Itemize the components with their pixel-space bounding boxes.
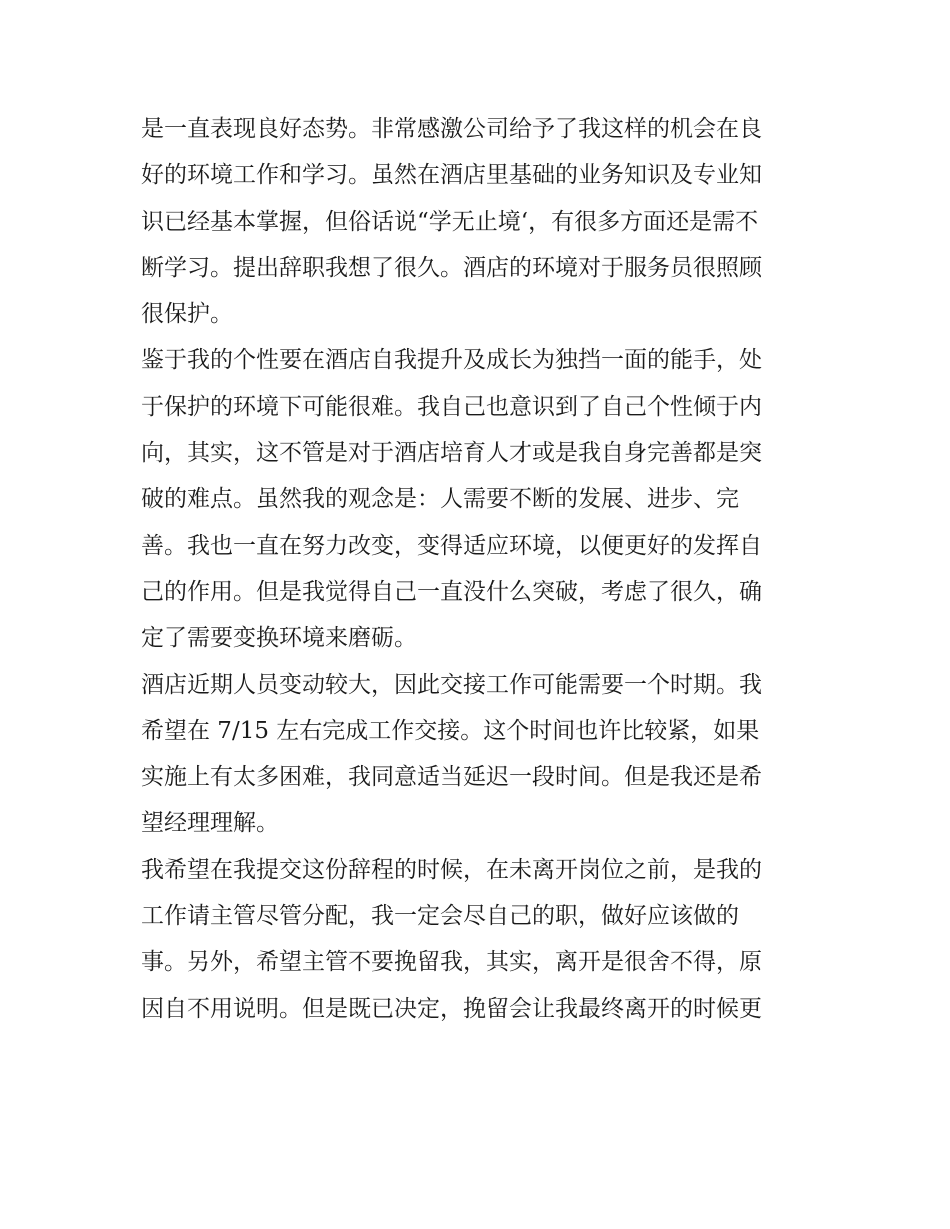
text-line: 酒店近期人员变动较大，因此交接工作可能需要一个时期。我 <box>141 671 762 698</box>
text-line: 好的环境工作和学习。虽然在酒店里基础的业务知识及专业知 <box>141 162 762 189</box>
text-line: 因自不用说明。但是既已决定，挽留会让我最终离开的时候更 <box>141 995 762 1022</box>
text-line: 断学习。提出辞职我想了很久。酒店的环境对于服务员很照顾 <box>141 254 762 281</box>
text-line: 善。我也一直在努力改变，变得适应环境，以便更好的发挥自 <box>141 532 762 559</box>
text-line: 是一直表现良好态势。非常感激公司给予了我这样的机会在良 <box>141 116 762 142</box>
text-line: 鉴于我的个性要在酒店自我提升及成长为独挡一面的能手，处 <box>141 347 762 374</box>
text-line: 事。另外，希望主管不要挽留我，其实，离开是很舍不得，原 <box>141 949 762 976</box>
text-line: 望经理理解。 <box>141 810 279 837</box>
text-line: 定了需要变换环境来磨砺。 <box>141 625 417 652</box>
text-line: 很保护。 <box>141 301 233 328</box>
text-line: 向，其实，这不管是对于酒店培育人才或是我自身完善都是突 <box>141 440 762 467</box>
text-line: 破的难点。虽然我的观念是：人需要不断的发展、进步、完 <box>141 486 739 513</box>
text-line: 己的作用。但是我觉得自己一直没什么突破，考虑了很久，确 <box>141 578 762 605</box>
text-line: 实施上有太多困难，我同意适当延迟一段时间。但是我还是希 <box>141 764 762 791</box>
text-line: 我希望在我提交这份辞程的时候，在未离开岗位之前，是我的 <box>141 856 762 883</box>
text-line: 于保护的环境下可能很难。我自己也意识到了自己个性倾于内 <box>141 393 762 420</box>
text-line: 工作请主管尽管分配，我一定会尽自己的职，做好应该做的 <box>141 903 739 930</box>
text-line: 识已经基本掌握，但俗话说“学无止境‘，有很多方面还是需不 <box>141 208 759 235</box>
document-body <box>141 106 821 1032</box>
text-line: 希望在 7/15 左右完成工作交接。这个时间也许比较紧，如果 <box>141 717 760 744</box>
